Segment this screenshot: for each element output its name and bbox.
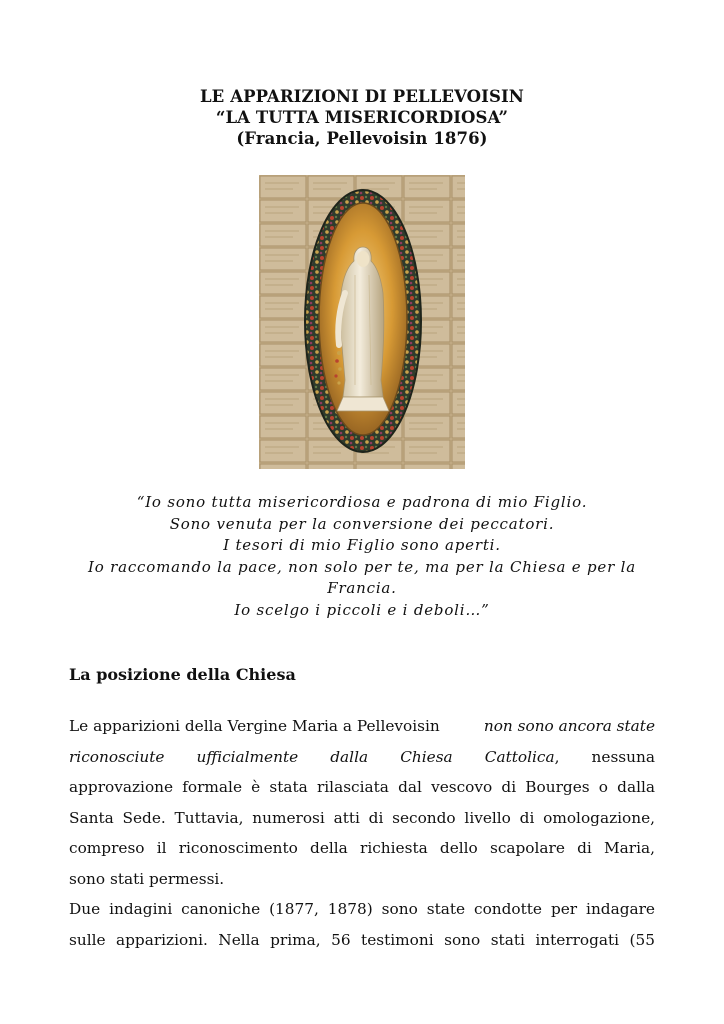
body-text: nessuna [591, 747, 655, 766]
body-text-italic: riconosciute [69, 747, 165, 766]
body-text: compreso il riconoscimento della richiesta dello scapolare di Maria, [69, 839, 655, 857]
body-text-italic: dalla [330, 747, 369, 766]
body-text-italic: non sono ancora state [483, 717, 655, 735]
body-text: sono stati permessi. [69, 869, 225, 888]
document-title [0, 86, 724, 149]
body-text-italic: Chiesa [400, 747, 453, 766]
body-text: , [554, 747, 560, 766]
body-line-2 [69, 742, 655, 773]
quote-line: “Io sono tutta misericordiosa e padrona di mio Figlio. [136, 493, 588, 511]
body-line-4 [69, 803, 655, 834]
body-line-3 [69, 772, 655, 803]
body-text: Santa Sede. Tuttavia, numerosi atti di secondo livello di omologazione, [69, 808, 655, 827]
body-line-1 [69, 711, 655, 742]
body-paragraph [69, 711, 655, 955]
quote-line: Io scelgo i piccoli e i deboli…” [234, 600, 490, 619]
body-text-italic: ufficialmente [196, 747, 299, 766]
body-text: sulle apparizioni. Nella prima, 56 testimoni sono stati interrogati (55 [69, 930, 655, 949]
madonna-statue-photo [259, 175, 465, 469]
body-text: Le apparizioni della Vergine Maria a Pellevoisin [69, 717, 440, 735]
title-line-1: LE APPARIZIONI DI PELLEVOISIN [199, 87, 524, 106]
body-line-8 [69, 925, 655, 956]
body-text: approvazione formale è stata rilasciata dal vescovo di Bourges o dalla [69, 778, 655, 796]
virgin-mary-quote [70, 492, 654, 622]
body-text: Due indagini canoniche (1877, 1878) sono state condotte per indagare [69, 900, 655, 918]
quote-line: Io raccomando la pace, non solo per te, ma per la Chiesa e per la [88, 557, 636, 576]
body-line-7 [69, 894, 655, 925]
body-line-5 [69, 833, 655, 864]
body-line-6 [69, 864, 655, 895]
body-text-italic: Cattolica [484, 747, 555, 766]
quote-line: Sono venuta per la conversione dei peccatori. [169, 514, 555, 533]
title-line-2: “LA TUTTA MISERICORDIOSA” [215, 108, 509, 127]
body-text-group [485, 742, 560, 773]
section-heading: La posizione della Chiesa [69, 665, 296, 684]
title-line-3: (Francia, Pellevoisin 1876) [236, 129, 488, 148]
quote-line: Francia. [327, 579, 397, 598]
quote-line: I tesori di mio Figlio sono aperti. [223, 536, 501, 555]
